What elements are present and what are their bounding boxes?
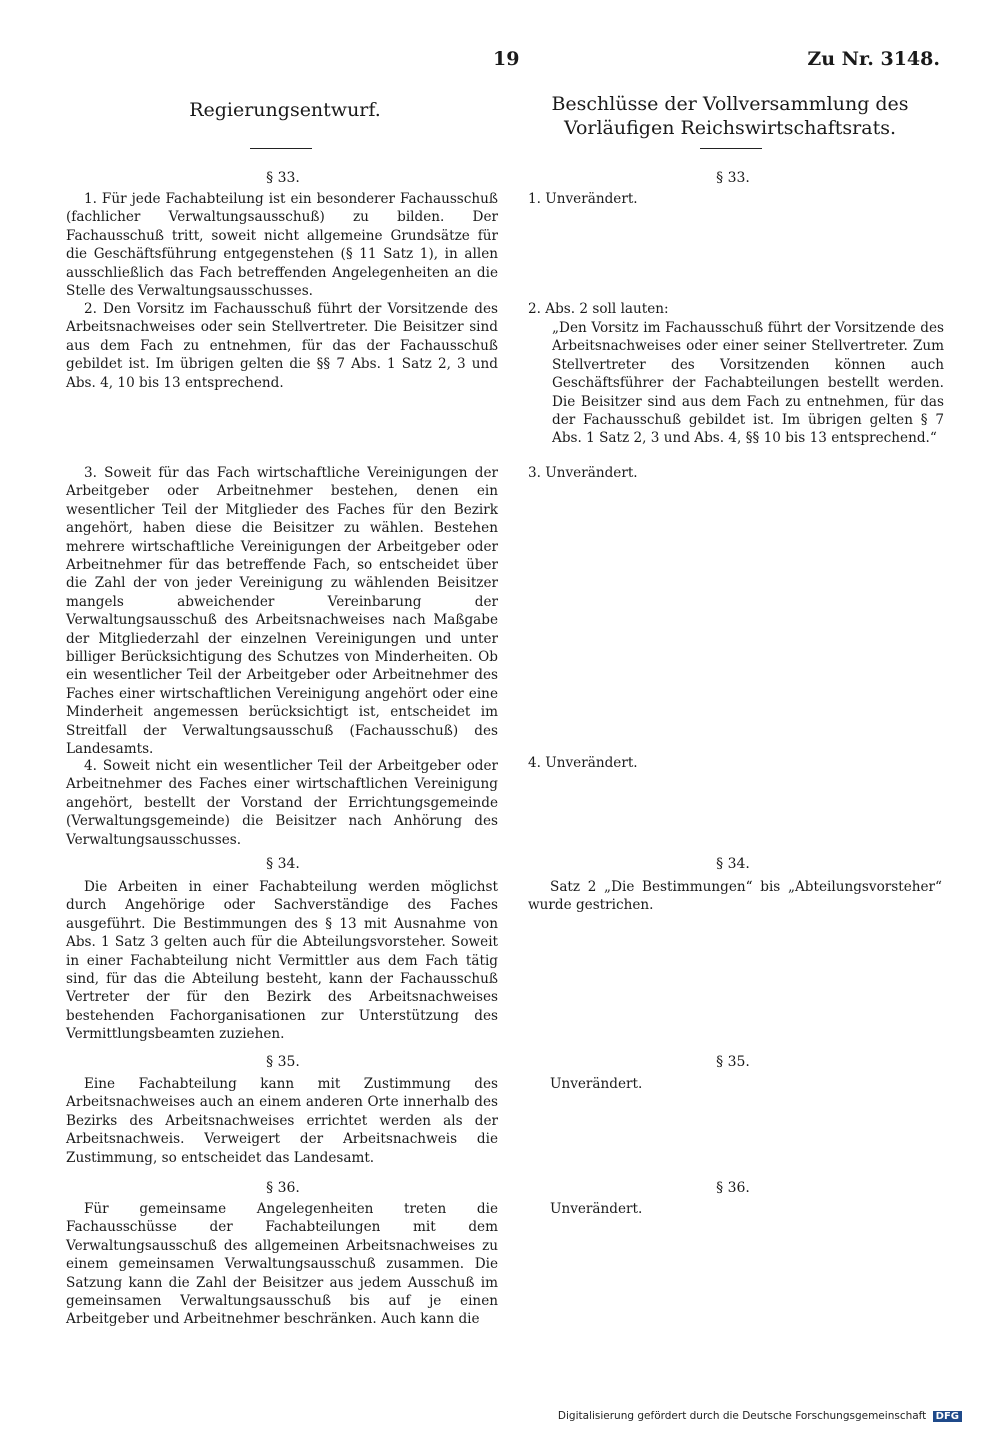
right-section-34-title: § 34. (716, 856, 750, 872)
right-section-33-item-3: 3. Unverändert. (528, 465, 638, 481)
left-section-33-paragraph-3 (66, 464, 498, 759)
left-column-heading: Regierungsentwurf. (189, 99, 381, 121)
right-heading-rule (700, 148, 762, 149)
right-section-35-paragraph: Unverändert. (550, 1076, 643, 1092)
left-section-34-title: § 34. (266, 856, 300, 872)
left-heading-rule (250, 148, 312, 149)
right-column-heading: Beschlüsse der Vollversammlung des Vorläufigen Reichswirtschaftsrats. (551, 93, 909, 139)
paragraph-text: 4. Soweit nicht ein wesentlicher Teil der Arbeitgeber oder Arbeitnehmer des Faches einer wirtschaftlichen Vereinigung angehört, bestellt der Vorstand der Errichtungsgemeinde (Verwaltungsgemeinde) die Beisitzer nach Anhörung des Verwaltungsausschusses. (66, 758, 498, 848)
right-section-33-item-2-intro: 2. Abs. 2 soll lauten: (528, 301, 669, 317)
left-section-35-title: § 35. (266, 1054, 300, 1070)
right-section-36-title: § 36. (716, 1180, 750, 1196)
page-number: 19 (493, 48, 520, 70)
paragraph-text: 2. Den Vorsitz im Fachausschuß führt der Vorsitzende des Arbeitsnachweises oder sein Stellvertreter. Die Beisitzer sind aus dem Fach zu entnehmen, für das der Fachausschuß gebildet ist. Im übrigen gelten die §§ 7 Abs. 1 Satz 2, 3 und Abs. 4, 10 bis 13 entsprechend. (66, 301, 498, 391)
right-section-33-item-4: 4. Unverändert. (528, 755, 638, 771)
left-section-33-paragraph-1 (66, 190, 498, 300)
right-section-33-item-2-quote: „Den Vorsitz im Fachausschuß führt der Vorsitzende des Arbeitsnachweises oder einer seiner Stellvertreter. Zum Stellvertreter des Vorsitzenden können auch Geschäftsführer der Fachabteilungen bestellt werden. Die Beisitzer sind aus dem Fach zu entnehmen, für das der Fachausschuß gebildet ist. Im übrigen gelten § 7 Abs. 1 Satz 2, 3 und Abs. 4, §§ 10 bis 13 entsprechend.“ (552, 320, 944, 447)
left-section-33-paragraph-2 (66, 300, 498, 392)
left-section-36-paragraph (66, 1200, 498, 1329)
paragraph-text: 1. Für jede Fachabteilung ist ein besonderer Fachausschuß (fachlicher Verwaltungsausschuß) zu bilden. Der Fachausschuß tritt, soweit nicht allgemeine Grundsätze für die Geschäftsführung entgegenstehen (§ 11 Satz 1), in allen ausschließlich das Fach betreffenden Angelegenheiten an die Stelle des Verwaltungsausschusses. (66, 191, 498, 300)
document-reference: Zu Nr. 3148. (807, 48, 940, 70)
right-section-35-title: § 35. (716, 1054, 750, 1070)
right-section-33-title: § 33. (716, 170, 750, 186)
left-section-34-paragraph (66, 878, 498, 1044)
right-section-36-paragraph: Unverändert. (550, 1201, 643, 1217)
digitization-credit (558, 1410, 962, 1422)
paragraph-text: Die Arbeiten in einer Fachabteilung werden möglichst durch Angehörige oder Sachverständige des Faches ausgeführt. Die Bestimmungen des § 13 mit Ausnahme von Abs. 1 Satz 3 gelten auch für die Abteilungsvorsteher. Soweit in einer Fachabteilung nicht Vermittler aus dem Fach tätig sind, für das die Abteilung besteht, kann der Fachausschuß Vertreter der für den Bezirk des Arbeitsnachweises bestehenden Fachorganisationen zur Unterstützung des Vermittlungsbeamten zuziehen. (66, 879, 498, 1043)
left-section-36-title: § 36. (266, 1180, 300, 1196)
left-section-33-title: § 33. (266, 170, 300, 186)
right-section-34-paragraph: Satz 2 „Die Bestimmungen“ bis „Abteilungsvorsteher“ wurde gestrichen. (528, 879, 942, 914)
paragraph-text: 3. Soweit für das Fach wirtschaftliche Vereinigungen der Arbeitgeber oder Arbeitnehmer bestehen, denen ein wesentlicher Teil der Mitglieder des Faches für den Bezirk angehört, haben diese die Beisitzer zu wählen. Bestehen mehrere wirtschaftliche Vereinigungen der Arbeitgeber oder Arbeitnehmer für das betreffende Fach, so entscheidet über die Zahl der von jeder Vereinigung zu wählenden Beisitzer mangels abweichender Vereinbarung der Verwaltungsausschuß des Arbeitsnachweises nach Maßgabe der Mitgliederzahl der einzelnen Vereinigungen und unter billiger Berücksichtigung des Schutzes von Minderheiten. Ob ein wesentlicher Teil der Arbeitgeber oder Arbeitnehmer des Faches einer wirtschaftlichen Vereinigung angehört oder eine Minderheit angemessen berücksichtigt ist, entscheidet im Streitfall der Verwaltungsausschuß (Fachausschuß) des Landesamts. (66, 465, 498, 758)
dfg-logo-icon: DFG (933, 1411, 962, 1422)
credit-text: Digitalisierung gefördert durch die Deutsche Forschungsgemeinschaft (557, 1410, 927, 1422)
left-section-33-paragraph-4 (66, 757, 498, 849)
right-section-33-item-1: 1. Unverändert. (528, 191, 638, 207)
left-section-35-paragraph (66, 1075, 498, 1167)
paragraph-text: Für gemeinsame Angelegenheiten treten die Fachausschüsse der Fachabteilungen mit dem Verwaltungsausschuß des allgemeinen Arbeitsnachweises zu einem gemeinsamen Verwaltungsausschuß zusammen. Die Satzung kann die Zahl der Beisitzer aus jedem Ausschuß im gemeinsamen Verwaltungsausschuß bis auf je einen Arbeitgeber und Arbeitnehmer beschränken. Auch kann die (66, 1201, 498, 1328)
paragraph-text: Eine Fachabteilung kann mit Zustimmung des Arbeitsnachweises auch an einem anderen Orte innerhalb des Bezirks des Arbeitsnachweises errichtet werden als der Arbeitsnachweis. Verweigert der Arbeitsnachweis die Zustimmung, so entscheidet das Landesamt. (66, 1076, 498, 1166)
